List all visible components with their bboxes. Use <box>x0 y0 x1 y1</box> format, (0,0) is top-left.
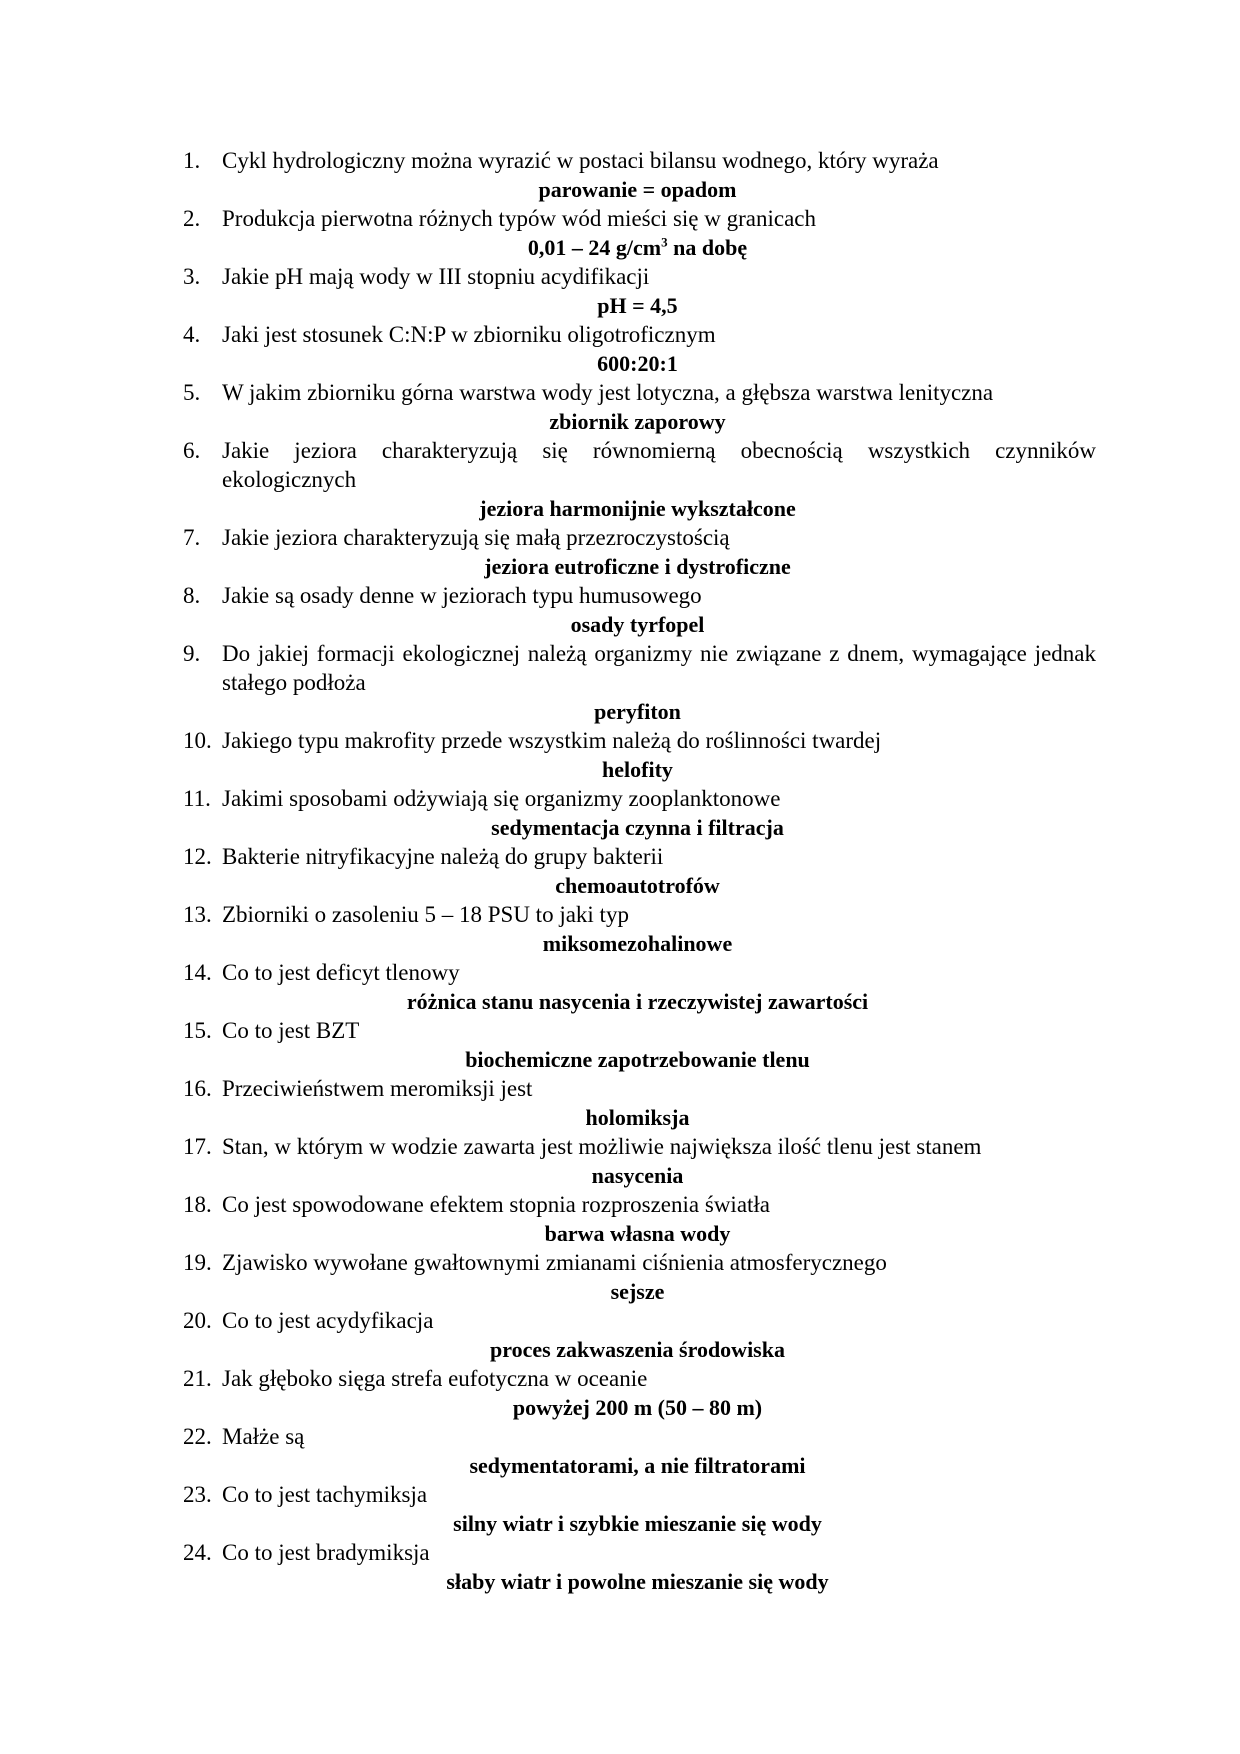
item-number: 20. <box>183 1308 212 1333</box>
question-text: Jakie jeziora charakteryzują się małą przezroczystością <box>222 525 730 550</box>
item-number: 18. <box>183 1192 212 1217</box>
question <box>183 726 1096 755</box>
question <box>183 1190 1096 1219</box>
answer <box>181 233 1094 262</box>
question <box>183 1306 1096 1335</box>
question-text: W jakim zbiorniku górna warstwa wody jest lotyczna, a głębsza warstwa lenityczna <box>222 380 994 405</box>
answer: helofity <box>602 757 673 782</box>
answer: różnica stanu nasycenia i rzeczywistej zawartości <box>406 989 869 1014</box>
question-text: Co to jest tachymiksja <box>222 1482 428 1507</box>
question-text: Co to jest BZT <box>222 1018 360 1043</box>
item-number: 4. <box>183 322 201 347</box>
answer: parowanie = opadom <box>538 177 737 202</box>
list-item <box>183 1016 1096 1074</box>
list-item <box>183 958 1096 1016</box>
question-text: Co to jest deficyt tlenowy <box>222 960 460 985</box>
list-item <box>183 1132 1096 1190</box>
question-text: Produkcja pierwotna różnych typów wód mieści się w granicach <box>222 206 816 231</box>
answer: sedymentatorami, a nie filtratorami <box>469 1453 806 1478</box>
list-item <box>183 523 1096 581</box>
list-item <box>183 1190 1096 1248</box>
question-answer-list <box>183 146 1096 1596</box>
answer: osady tyrfopel <box>570 612 705 637</box>
answer: chemoautotrofów <box>555 873 720 898</box>
answer-text: 0,01 – 24 g/cm <box>527 235 662 260</box>
item-number: 7. <box>183 525 201 550</box>
item-number: 19. <box>183 1250 212 1275</box>
question <box>183 146 1096 175</box>
answer: powyżej 200 m (50 – 80 m) <box>512 1395 763 1420</box>
item-number: 23. <box>183 1482 212 1507</box>
item-number: 12. <box>183 844 212 869</box>
question <box>183 639 1096 697</box>
question <box>183 784 1096 813</box>
list-item <box>183 1248 1096 1306</box>
question-text: Zbiorniki o zasoleniu 5 – 18 PSU to jaki typ <box>222 902 629 927</box>
question <box>183 1538 1096 1567</box>
item-number: 5. <box>183 380 201 405</box>
item-number: 16. <box>183 1076 212 1101</box>
question <box>183 262 1096 291</box>
answer-text-suffix: na dobę <box>667 235 748 260</box>
list-item <box>183 842 1096 900</box>
question <box>183 1480 1096 1509</box>
question-text: Jaki jest stosunek C:N:P w zbiorniku oligotroficznym <box>222 322 716 347</box>
question-text: Co to jest bradymiksja <box>222 1540 430 1565</box>
item-number: 22. <box>183 1424 212 1449</box>
answer: silny wiatr i szybkie mieszanie się wody <box>453 1511 822 1536</box>
question-text: Cykl hydrologiczny można wyrazić w postaci bilansu wodnego, który wyraża <box>222 148 939 173</box>
item-number: 11. <box>183 786 211 811</box>
list-item <box>183 1422 1096 1480</box>
question <box>183 581 1096 610</box>
answer: biochemiczne zapotrzebowanie tlenu <box>465 1047 810 1072</box>
answer: 600:20:1 <box>597 351 678 376</box>
item-number: 10. <box>183 728 212 753</box>
answer: zbiornik zaporowy <box>549 409 726 434</box>
list-item <box>183 1074 1096 1132</box>
question <box>183 320 1096 349</box>
list-item <box>183 1480 1096 1538</box>
question <box>183 900 1096 929</box>
item-number: 15. <box>183 1018 212 1043</box>
answer: sedymentacja czynna i filtracja <box>491 815 784 840</box>
answer: proces zakwaszenia środowiska <box>490 1337 785 1362</box>
list-item <box>183 204 1096 262</box>
answer: jeziora eutroficzne i dystroficzne <box>484 554 791 579</box>
question <box>183 958 1096 987</box>
list-item <box>183 784 1096 842</box>
item-number: 14. <box>183 960 212 985</box>
question-text: Co jest spowodowane efektem stopnia rozproszenia światła <box>222 1192 771 1217</box>
list-item <box>183 146 1096 204</box>
item-number: 3. <box>183 264 201 289</box>
list-item <box>183 436 1096 523</box>
answer: jeziora harmonijnie wykształcone <box>479 496 796 521</box>
answer: peryfiton <box>594 699 681 724</box>
question-text: Jakiego typu makrofity przede wszystkim należą do roślinności twardej <box>222 728 882 753</box>
list-item <box>183 1364 1096 1422</box>
item-number: 24. <box>183 1540 212 1565</box>
list-item <box>183 900 1096 958</box>
question-text: Jakie jeziora charakteryzują się równomierną obecnością wszystkich czynników ekologicznych <box>222 438 1096 492</box>
answer: sejsze <box>610 1279 665 1304</box>
question <box>183 204 1096 233</box>
question-text: Przeciwieństwem meromiksji jest <box>222 1076 533 1101</box>
item-number: 8. <box>183 583 201 608</box>
answer: nasycenia <box>591 1163 684 1188</box>
question-text: Zjawisko wywołane gwałtownymi zmianami ciśnienia atmosferycznego <box>222 1250 887 1275</box>
item-number: 6. <box>183 438 201 463</box>
question <box>183 1364 1096 1393</box>
item-number: 17. <box>183 1134 212 1159</box>
item-number: 21. <box>183 1366 212 1391</box>
list-item <box>183 1306 1096 1364</box>
list-item <box>183 262 1096 320</box>
question-text: Jakie pH mają wody w III stopniu acydifikacji <box>222 264 650 289</box>
question <box>183 842 1096 871</box>
answer: słaby wiatr i powolne mieszanie się wody <box>446 1569 829 1594</box>
question <box>183 378 1096 407</box>
answer: miksomezohalinowe <box>542 931 733 956</box>
question <box>183 1248 1096 1277</box>
question <box>183 1074 1096 1103</box>
item-number: 9. <box>183 641 201 666</box>
answer: holomiksja <box>585 1105 690 1130</box>
question-text: Bakterie nitryfikacyjne należą do grupy bakterii <box>222 844 664 869</box>
question <box>183 1016 1096 1045</box>
question-text: Małże są <box>222 1424 305 1449</box>
answer: pH = 4,5 <box>597 293 678 318</box>
question-text: Stan, w którym w wodzie zawarta jest możliwie największa ilość tlenu jest stanem <box>222 1134 982 1159</box>
question-text: Do jakiej formacji ekologicznej należą organizmy nie związane z dnem, wymagające jednak stałego podłoża <box>222 641 1096 695</box>
question-text: Jakimi sposobami odżywiają się organizmy zooplanktonowe <box>222 786 781 811</box>
question <box>183 523 1096 552</box>
question-text: Jakie są osady denne w jeziorach typu humusowego <box>222 583 702 608</box>
list-item <box>183 378 1096 436</box>
answer: barwa własna wody <box>544 1221 731 1246</box>
list-item <box>183 320 1096 378</box>
list-item <box>183 581 1096 639</box>
question-text: Co to jest acydyfikacja <box>222 1308 434 1333</box>
list-item <box>183 726 1096 784</box>
item-number: 2. <box>183 206 201 231</box>
question-text: Jak głęboko sięga strefa eufotyczna w oceanie <box>222 1366 648 1391</box>
question <box>183 1422 1096 1451</box>
superscript-exponent: 3 <box>661 234 668 250</box>
list-item <box>183 1538 1096 1596</box>
list-item <box>183 639 1096 726</box>
question <box>183 1132 1096 1161</box>
item-number: 13. <box>183 902 212 927</box>
item-number: 1. <box>183 148 201 173</box>
question <box>183 436 1096 494</box>
